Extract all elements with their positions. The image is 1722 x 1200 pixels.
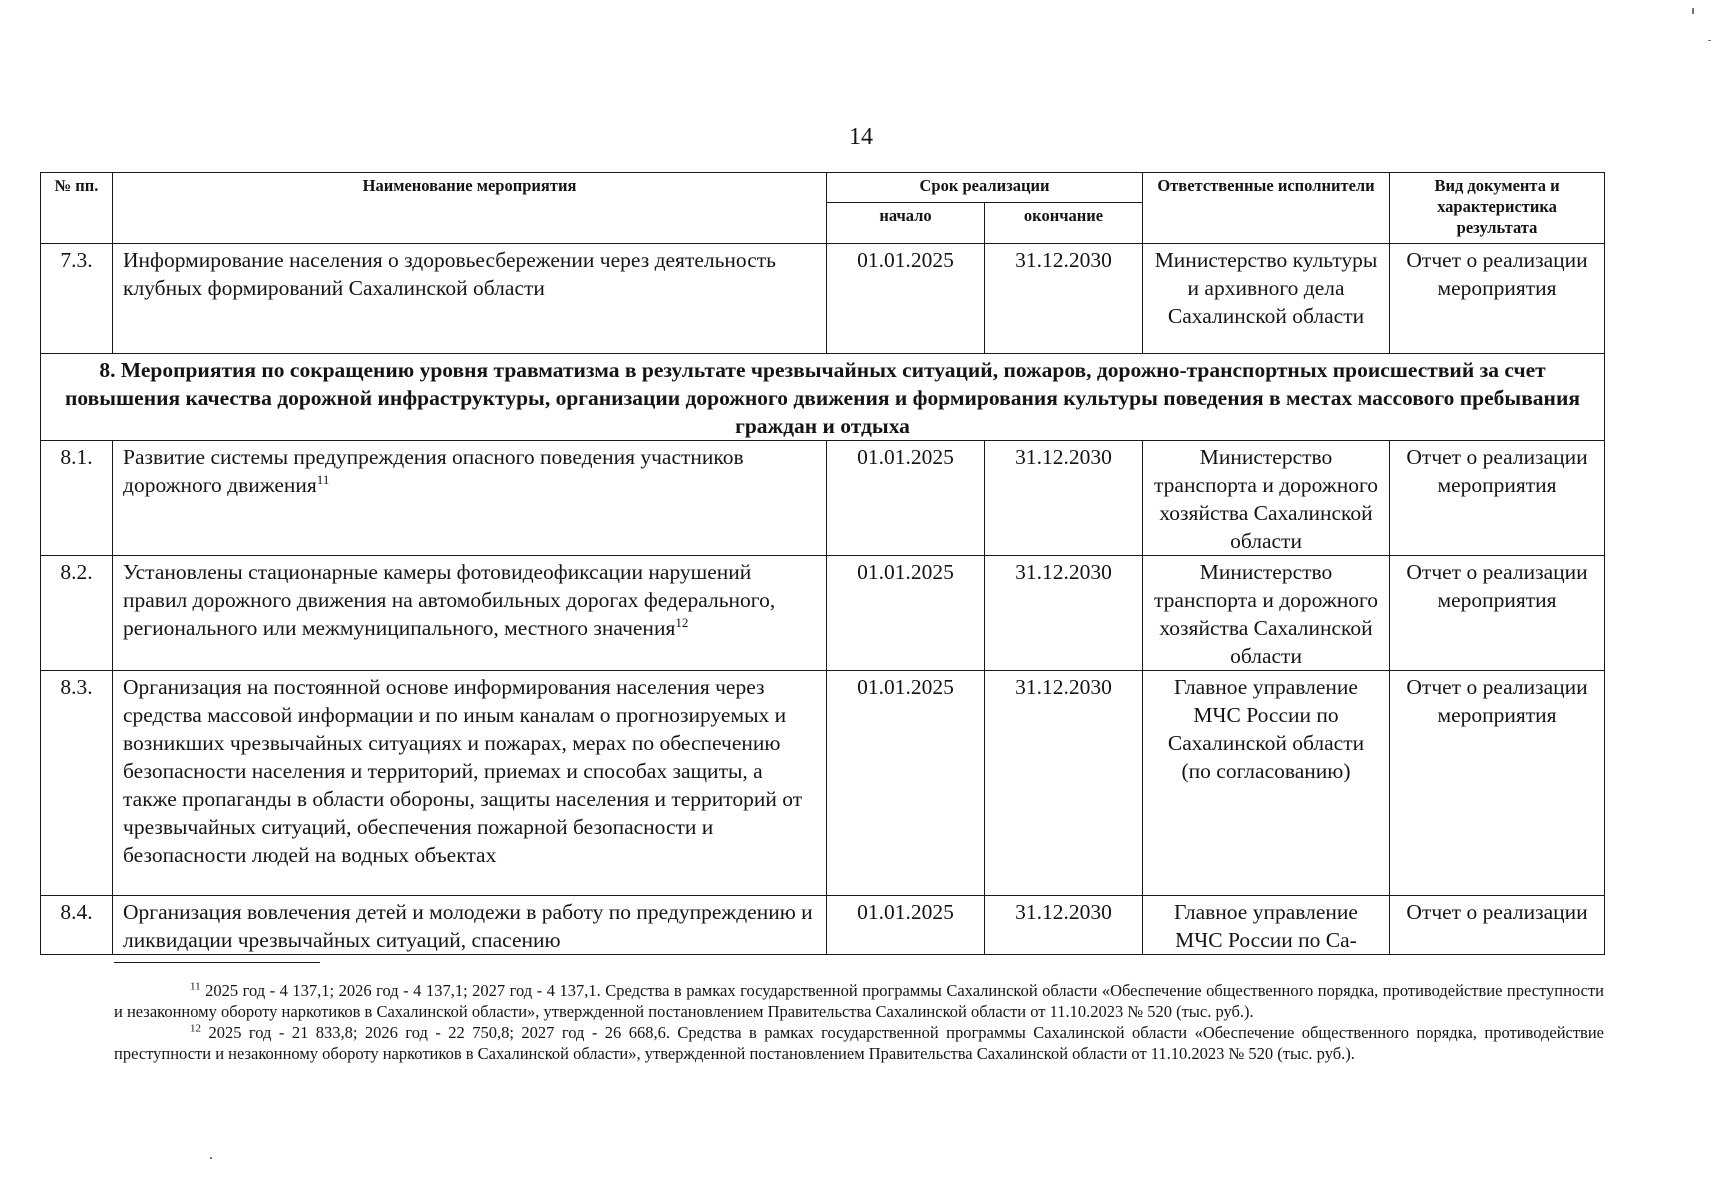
header-num: № пп. xyxy=(41,173,113,244)
responsible-executor: Главное управление МЧС России по Са- xyxy=(1143,896,1390,955)
end-date: 31.12.2030 xyxy=(985,244,1143,354)
responsible-executor: Главное управление МЧС России по Сахалинской области (по согласованию) xyxy=(1143,671,1390,896)
start-date: 01.01.2025 xyxy=(827,896,985,955)
table-row xyxy=(41,896,1605,955)
scan-artifact xyxy=(210,1157,212,1159)
start-date: 01.01.2025 xyxy=(827,244,985,354)
table-row xyxy=(41,441,1605,556)
measures-table xyxy=(40,172,1605,955)
header-period: Срок реализации xyxy=(827,173,1143,203)
row-number: 8.2. xyxy=(41,556,113,671)
row-number: 7.3. xyxy=(41,244,113,354)
header-start: начало xyxy=(827,203,985,244)
measure-name-text: Развитие системы предупреждения опасного поведения участников дорожного движения xyxy=(123,445,744,497)
section-heading-row xyxy=(41,354,1605,441)
result-document: Отчет о реализации мероприятия xyxy=(1390,244,1605,354)
footnote-text: 2025 год - 21 833,8; 2026 год - 22 750,8; 2027 год - 26 668,6. Средства в рамках государственной программы Сахалинской области «Обеспечение общественного порядка, противодействие преступности и незаконному обороту наркотиков в Сахалинской области», утвержденной постановлением Правительства Сахалинской области от 11.10.2023 № 520 (тыс. руб.). xyxy=(114,1023,1605,1063)
header-responsible: Ответственные исполнители xyxy=(1143,173,1390,244)
result-document: Отчет о реализации мероприятия xyxy=(1390,671,1605,896)
result-document: Отчет о реализации мероприятия xyxy=(1390,556,1605,671)
end-date: 31.12.2030 xyxy=(985,556,1143,671)
table-header xyxy=(41,173,1605,244)
page-number: 14 xyxy=(849,124,873,150)
footnote-ref: 11 xyxy=(316,471,330,487)
footnote-12 xyxy=(114,1022,1604,1064)
header-end: окончание xyxy=(985,203,1143,244)
measure-name xyxy=(113,556,827,671)
responsible-executor: Министерство транспорта и дорожного хозяйства Сахалинской области xyxy=(1143,556,1390,671)
footnote-ref: 12 xyxy=(675,614,689,630)
footnote-11 xyxy=(114,980,1604,1022)
scan-artifact xyxy=(1708,40,1711,41)
measure-name: Информирование населения о здоровьесбережении через деятельность клубных формирований Сахалинской области xyxy=(113,244,827,354)
footnote-mark: 11 xyxy=(190,980,201,993)
responsible-executor: Министерство транспорта и дорожного хозяйства Сахалинской области xyxy=(1143,441,1390,556)
measure-name: Организация вовлечения детей и молодежи в работу по предупреждению и ликвидации чрезвычайных ситуаций, спасению xyxy=(113,896,827,955)
measure-name-text: Установлены стационарные камеры фотовидеофиксации нарушений правил дорожного движения на автомобильных дорогах федерального, регионального или межмуниципального, местного значения xyxy=(123,560,776,640)
result-document: Отчет о реализации xyxy=(1390,896,1605,955)
start-date: 01.01.2025 xyxy=(827,441,985,556)
header-document: Вид документа и характеристика результата xyxy=(1390,173,1605,244)
table-row xyxy=(41,556,1605,671)
row-number: 8.1. xyxy=(41,441,113,556)
scan-artifact xyxy=(1692,8,1694,14)
result-document: Отчет о реализации мероприятия xyxy=(1390,441,1605,556)
measure-name xyxy=(113,441,827,556)
responsible-executor: Министерство культуры и архивного дела Сахалинской области xyxy=(1143,244,1390,354)
end-date: 31.12.2030 xyxy=(985,441,1143,556)
table-row xyxy=(41,671,1605,896)
section-8-title: 8. Мероприятия по сокращению уровня травматизма в результате чрезвычайных ситуаций, пожаров, дорожно-транспортных происшествий за счет повышения качества дорожной инфраструктуры, организации дорожного движения и формирования культуры поведения в местах массового пребывания граждан и отдыха xyxy=(41,354,1605,441)
table-row xyxy=(41,244,1605,354)
end-date: 31.12.2030 xyxy=(985,671,1143,896)
start-date: 01.01.2025 xyxy=(827,556,985,671)
end-date: 31.12.2030 xyxy=(985,896,1143,955)
measure-name: Организация на постоянной основе информирования населения через средства массовой информации и по иным каналам о прогнозируемых и возникших чрезвычайных ситуациях и пожарах, мерах по обеспечению безопасности населения и территорий, приемах и способах защиты, а также пропаганды в области обороны, защиты населения и территорий от чрезвычайных ситуаций, обеспечения пожарной безопасности и безопасности людей на водных объектах xyxy=(113,671,827,896)
footnote-mark: 12 xyxy=(190,1022,201,1035)
footnote-divider xyxy=(114,962,320,963)
footnotes xyxy=(114,980,1604,1064)
row-number: 8.4. xyxy=(41,896,113,955)
row-number: 8.3. xyxy=(41,671,113,896)
start-date: 01.01.2025 xyxy=(827,671,985,896)
footnote-text: 2025 год - 4 137,1; 2026 год - 4 137,1; 2027 год - 4 137,1. Средства в рамках государственной программы Сахалинской области «Обеспечение общественного порядка, противодействие преступности и незаконному обороту наркотиков в Сахалинской области», утвержденной постановлением Правительства Сахалинской области от 11.10.2023 № 520 (тыс. руб.). xyxy=(114,981,1604,1021)
header-name: Наименование мероприятия xyxy=(113,173,827,244)
